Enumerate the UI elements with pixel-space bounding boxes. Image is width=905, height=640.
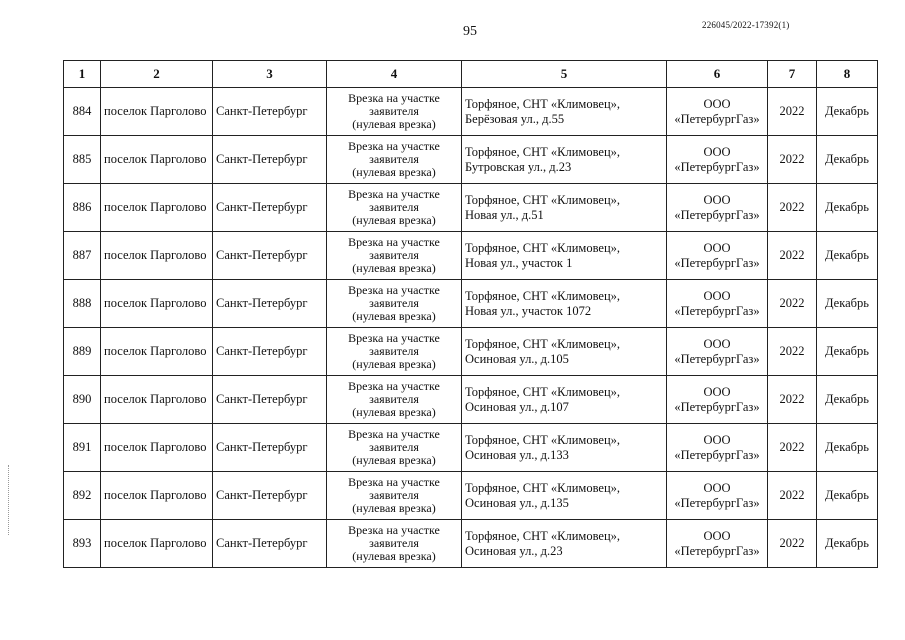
month-cell: Декабрь	[817, 88, 878, 136]
connection-type-cell-line: Врезка на участке	[348, 235, 440, 249]
address-cell	[462, 424, 667, 472]
organization-cell	[667, 280, 768, 328]
address-cell-line: Новая ул., д.51	[465, 207, 544, 222]
organization-cell-line: ООО	[703, 336, 731, 351]
table-row	[64, 136, 878, 184]
month-cell: Декабрь	[817, 280, 878, 328]
city-cell: Санкт-Петербург	[213, 184, 327, 232]
connection-type-cell-line: Врезка на участке	[348, 427, 440, 441]
address-cell	[462, 280, 667, 328]
connection-type-cell	[327, 184, 462, 232]
settlement-cell: поселок Парголово	[101, 232, 213, 280]
organization-cell-line: «ПетербургГаз»	[674, 543, 760, 558]
column-header: 2	[101, 61, 213, 88]
settlement-cell: поселок Парголово	[101, 424, 213, 472]
month-cell: Декабрь	[817, 520, 878, 568]
table-row	[64, 88, 878, 136]
year-cell: 2022	[768, 184, 817, 232]
city-cell: Санкт-Петербург	[213, 376, 327, 424]
organization-cell-line: ООО	[703, 240, 731, 255]
connection-type-cell-line: заявителя	[369, 488, 419, 502]
address-cell-line: Бутровская ул., д.23	[465, 159, 572, 174]
address-cell-line: Торфяное, СНТ «Климовец»,	[465, 432, 621, 447]
connection-type-cell-line: Врезка на участке	[348, 379, 440, 393]
connection-type-cell-line: заявителя	[369, 104, 419, 118]
organization-cell-line: «ПетербургГаз»	[674, 495, 760, 510]
connection-type-cell-line: Врезка на участке	[348, 187, 440, 201]
connection-type-cell	[327, 232, 462, 280]
address-cell	[462, 520, 667, 568]
table-header-row	[64, 61, 878, 88]
settlement-cell: поселок Парголово	[101, 88, 213, 136]
month-cell: Декабрь	[817, 328, 878, 376]
organization-cell-line: ООО	[703, 432, 731, 447]
year-cell: 2022	[768, 376, 817, 424]
address-cell	[462, 376, 667, 424]
connection-type-cell-line: (нулевая врезка)	[352, 213, 436, 227]
organization-cell	[667, 88, 768, 136]
connection-type-cell-line: заявителя	[369, 296, 419, 310]
organization-cell-line: «ПетербургГаз»	[674, 351, 760, 366]
year-cell: 2022	[768, 520, 817, 568]
connection-type-cell	[327, 88, 462, 136]
table-row	[64, 232, 878, 280]
settlement-cell: поселок Парголово	[101, 472, 213, 520]
address-cell-line: Осиновая ул., д.105	[465, 351, 569, 366]
connection-type-cell-line: заявителя	[369, 440, 419, 454]
connection-type-cell	[327, 136, 462, 184]
table-row	[64, 472, 878, 520]
connection-type-cell	[327, 424, 462, 472]
connection-type-cell-line: (нулевая врезка)	[352, 117, 436, 131]
row-number-cell: 887	[64, 232, 101, 280]
column-header: 4	[327, 61, 462, 88]
settlement-cell: поселок Парголово	[101, 520, 213, 568]
document-reference: 226045/2022-17392(1)	[702, 20, 790, 30]
connection-type-cell-line: (нулевая врезка)	[352, 357, 436, 371]
address-cell-line: Новая ул., участок 1	[465, 255, 573, 270]
city-cell: Санкт-Петербург	[213, 520, 327, 568]
city-cell: Санкт-Петербург	[213, 424, 327, 472]
address-cell-line: Торфяное, СНТ «Климовец»,	[465, 192, 621, 207]
connection-type-cell-line: (нулевая врезка)	[352, 405, 436, 419]
connection-type-cell	[327, 376, 462, 424]
column-header: 5	[462, 61, 667, 88]
city-cell: Санкт-Петербург	[213, 232, 327, 280]
column-header: 3	[213, 61, 327, 88]
organization-cell	[667, 232, 768, 280]
address-cell-line: Осиновая ул., д.133	[465, 447, 569, 462]
settlement-cell: поселок Парголово	[101, 136, 213, 184]
organization-cell	[667, 136, 768, 184]
year-cell: 2022	[768, 88, 817, 136]
row-number-cell: 885	[64, 136, 101, 184]
organization-cell-line: ООО	[703, 288, 731, 303]
row-number-cell: 893	[64, 520, 101, 568]
address-cell-line: Осиновая ул., д.107	[465, 399, 569, 414]
city-cell: Санкт-Петербург	[213, 136, 327, 184]
row-number-cell: 886	[64, 184, 101, 232]
connection-type-cell-line: (нулевая врезка)	[352, 165, 436, 179]
month-cell: Декабрь	[817, 376, 878, 424]
settlement-cell: поселок Парголово	[101, 328, 213, 376]
row-number-cell: 890	[64, 376, 101, 424]
address-cell	[462, 232, 667, 280]
column-header: 1	[64, 61, 101, 88]
address-cell-line: Торфяное, СНТ «Климовец»,	[465, 480, 621, 495]
organization-cell-line: ООО	[703, 480, 731, 495]
connection-type-cell-line: (нулевая врезка)	[352, 501, 436, 515]
row-number-cell: 884	[64, 88, 101, 136]
column-header: 8	[817, 61, 878, 88]
year-cell: 2022	[768, 328, 817, 376]
page-number: 95	[463, 24, 477, 39]
month-cell: Декабрь	[817, 184, 878, 232]
organization-cell-line: «ПетербургГаз»	[674, 303, 760, 318]
row-number-cell: 888	[64, 280, 101, 328]
month-cell: Декабрь	[817, 136, 878, 184]
organization-cell-line: ООО	[703, 192, 731, 207]
city-cell: Санкт-Петербург	[213, 328, 327, 376]
row-number-cell: 889	[64, 328, 101, 376]
address-cell-line: Торфяное, СНТ «Климовец»,	[465, 240, 621, 255]
row-number-cell: 891	[64, 424, 101, 472]
address-cell-line: Осиновая ул., д.135	[465, 495, 569, 510]
organization-cell	[667, 328, 768, 376]
organization-cell-line: «ПетербургГаз»	[674, 399, 760, 414]
organization-cell	[667, 472, 768, 520]
connection-type-cell-line: (нулевая врезка)	[352, 549, 436, 563]
organization-cell-line: «ПетербургГаз»	[674, 111, 760, 126]
connection-type-cell-line: Врезка на участке	[348, 523, 440, 537]
address-cell	[462, 184, 667, 232]
table-row	[64, 424, 878, 472]
connection-type-cell-line: заявителя	[369, 200, 419, 214]
city-cell: Санкт-Петербург	[213, 472, 327, 520]
connection-type-cell-line: заявителя	[369, 536, 419, 550]
connection-type-cell-line: Врезка на участке	[348, 139, 440, 153]
organization-cell-line: «ПетербургГаз»	[674, 255, 760, 270]
month-cell: Декабрь	[817, 472, 878, 520]
connection-type-cell-line: заявителя	[369, 152, 419, 166]
year-cell: 2022	[768, 424, 817, 472]
address-cell-line: Торфяное, СНТ «Климовец»,	[465, 528, 621, 543]
connection-type-cell-line: заявителя	[369, 248, 419, 262]
connection-type-cell-line: заявителя	[369, 392, 419, 406]
address-cell-line: Берёзовая ул., д.55	[465, 111, 565, 126]
settlement-cell: поселок Парголово	[101, 184, 213, 232]
gas-connection-table	[63, 60, 878, 568]
address-cell-line: Торфяное, СНТ «Климовец»,	[465, 96, 621, 111]
organization-cell-line: ООО	[703, 384, 731, 399]
organization-cell	[667, 424, 768, 472]
connection-type-cell	[327, 280, 462, 328]
connection-type-cell-line: Врезка на участке	[348, 283, 440, 297]
organization-cell-line: «ПетербургГаз»	[674, 447, 760, 462]
column-header: 6	[667, 61, 768, 88]
organization-cell-line: ООО	[703, 96, 731, 111]
address-cell-line: Торфяное, СНТ «Климовец»,	[465, 384, 621, 399]
connection-type-cell-line: (нулевая врезка)	[352, 453, 436, 467]
address-cell-line: Торфяное, СНТ «Климовец»,	[465, 288, 621, 303]
connection-type-cell	[327, 472, 462, 520]
address-cell	[462, 136, 667, 184]
organization-cell	[667, 184, 768, 232]
organization-cell-line: ООО	[703, 144, 731, 159]
year-cell: 2022	[768, 136, 817, 184]
address-cell-line: Торфяное, СНТ «Климовец»,	[465, 144, 621, 159]
address-cell	[462, 472, 667, 520]
address-cell-line: Торфяное, СНТ «Климовец»,	[465, 336, 621, 351]
settlement-cell: поселок Парголово	[101, 280, 213, 328]
column-header: 7	[768, 61, 817, 88]
connection-type-cell-line: Врезка на участке	[348, 475, 440, 489]
organization-cell	[667, 376, 768, 424]
year-cell: 2022	[768, 280, 817, 328]
month-cell: Декабрь	[817, 424, 878, 472]
connection-type-cell	[327, 520, 462, 568]
address-cell	[462, 328, 667, 376]
organization-cell-line: «ПетербургГаз»	[674, 207, 760, 222]
table-row	[64, 520, 878, 568]
organization-cell-line: «ПетербургГаз»	[674, 159, 760, 174]
city-cell: Санкт-Петербург	[213, 88, 327, 136]
address-cell-line: Новая ул., участок 1072	[465, 303, 592, 318]
address-cell-line: Осиновая ул., д.23	[465, 543, 563, 558]
table-row	[64, 376, 878, 424]
table-row	[64, 280, 878, 328]
organization-cell	[667, 520, 768, 568]
year-cell: 2022	[768, 472, 817, 520]
connection-type-cell-line: заявителя	[369, 344, 419, 358]
connection-type-cell-line: (нулевая врезка)	[352, 309, 436, 323]
table-row	[64, 184, 878, 232]
row-number-cell: 892	[64, 472, 101, 520]
connection-type-cell-line: Врезка на участке	[348, 91, 440, 105]
connection-type-cell-line: Врезка на участке	[348, 331, 440, 345]
month-cell: Декабрь	[817, 232, 878, 280]
scan-margin-marks	[8, 465, 12, 535]
year-cell: 2022	[768, 232, 817, 280]
settlement-cell: поселок Парголово	[101, 376, 213, 424]
address-cell	[462, 88, 667, 136]
connection-type-cell-line: (нулевая врезка)	[352, 261, 436, 275]
city-cell: Санкт-Петербург	[213, 280, 327, 328]
table-row	[64, 328, 878, 376]
organization-cell-line: ООО	[703, 528, 731, 543]
connection-type-cell	[327, 328, 462, 376]
